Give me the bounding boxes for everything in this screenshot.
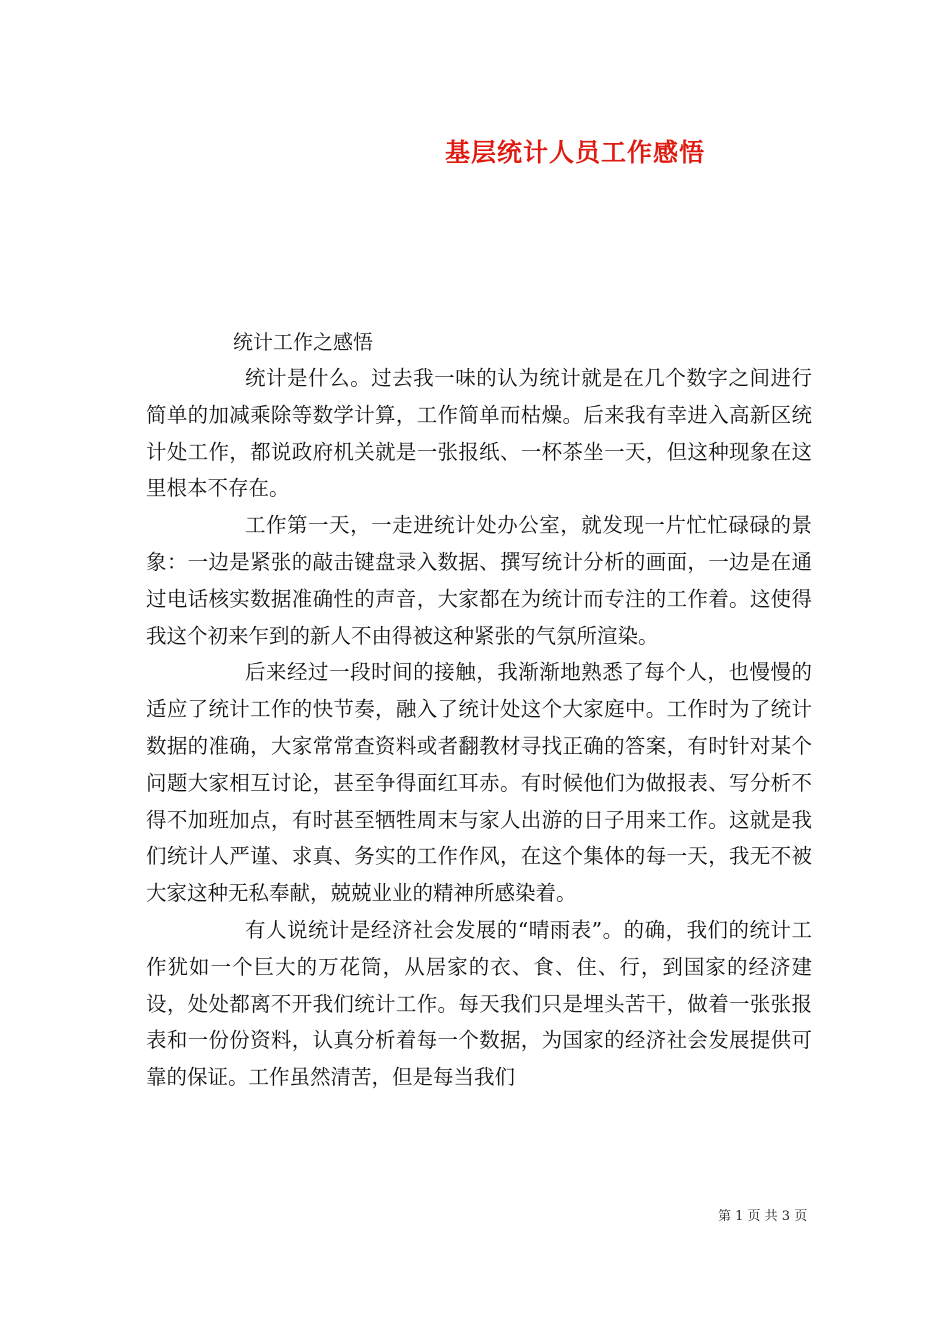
document-body — [146, 360, 812, 1096]
paragraph: 后来经过一段时间的接触，我渐渐地熟悉了每个人，也慢慢的适应了统计工作的快节奏，融入了统计处这个大家庭中。工作时为了统计数据的准确，大家常常查资料或者翻教材寻找正确的答案，有时针对某个问题大家相互讨论，甚至争得面红耳赤。有时候他们为做报表、写分析不得不加班加点，有时甚至牺牲周末与家人出游的日子用来工作。这就是我们统计人严谨、求真、务实的工作作风，在这个集体的每一天，我无不被大家这种无私奉献，兢兢业业的精神所感染着。 — [146, 660, 812, 906]
paragraph: 工作第一天，一走进统计处办公室，就发现一片忙忙碌碌的景象：一边是紧张的敲击键盘录入数据、撰写统计分析的画面，一边是在通过电话核实数据准确性的声音，大家都在为统计而专注的工作着。这使得我这个初来乍到的新人不由得被这种紧张的气氛所渲染。 — [146, 513, 812, 648]
paragraph: 统计是什么。过去我一味的认为统计就是在几个数字之间进行简单的加减乘除等数学计算，工作简单而枯燥。后来我有幸进入高新区统计处工作，都说政府机关就是一张报纸、一杯茶坐一天，但这种现象在这里根本不存在。 — [146, 366, 812, 501]
paragraph: 有人说统计是经济社会发展的“晴雨表”。的确，我们的统计工作犹如一个巨大的万花筒，从居家的衣、食、住、行，到国家的经济建设，处处都离不开我们统计工作。每天我们只是埋头苦干，做着一张张报表和一份份资料，认真分析着每一个数据，为国家的经济社会发展提供可靠的保证。工作虽然清苦，但是每当我们 — [146, 917, 812, 1090]
page-number-footer: 第 1 页 共 3 页 — [718, 1209, 808, 1224]
section-subtitle: 统计工作之感悟 — [233, 330, 373, 354]
document-title: 基层统计人员工作感悟 — [444, 138, 705, 167]
